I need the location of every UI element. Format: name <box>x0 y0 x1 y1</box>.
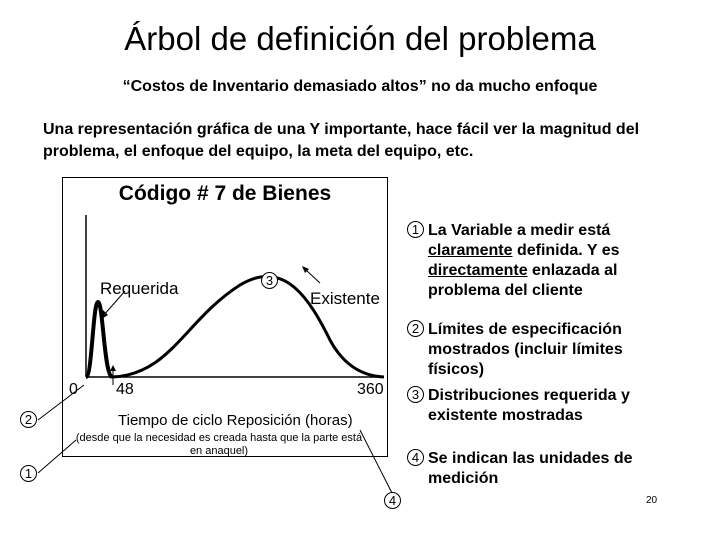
axis-label <box>118 412 353 429</box>
required-label: Requerida <box>100 279 179 298</box>
axis-note: (desde que la necesidad es creada hasta que la parte está en anaquel) <box>75 432 363 457</box>
badge-1: 1 <box>20 465 37 482</box>
subtitle: “Costos de Inventario demasiado altos” no da mucho enfoque <box>122 78 598 95</box>
badge-2: 2 <box>20 411 37 428</box>
intro-text: Una representación gráfica de una Y importante, hace fácil ver la magnitud del problema, el enfoque del equipo, la meta del equipo, etc. <box>43 121 640 160</box>
badge-3: 3 <box>261 272 278 289</box>
axis-label-text: Tiempo de ciclo Reposición <box>118 412 301 429</box>
note-3-text: Distribuciones requerida y existente mostradas <box>428 387 630 424</box>
tick-48: 48 <box>116 381 134 398</box>
axis-48-arrowhead <box>110 365 116 371</box>
required-distribution-curve <box>86 302 112 377</box>
note-4-text: Se indican las unidades de medición <box>428 450 633 487</box>
note-1-badge: 1 <box>407 221 424 238</box>
existing-label: Existente <box>310 289 380 308</box>
note-4-badge: 4 <box>407 449 424 466</box>
note-2-badge: 2 <box>407 320 424 337</box>
diagram-title: Código # 7 de Bienes <box>118 182 332 205</box>
axis-unit: (horas) <box>305 412 353 429</box>
badge-4: 4 <box>384 492 401 509</box>
note-2-text: Límites de especificación mostrados (incluir límites físicos) <box>428 321 623 378</box>
badge-1-line <box>38 440 76 473</box>
badge-4-line <box>360 430 392 493</box>
page-title: Árbol de definición del problema <box>124 20 596 57</box>
note-1-text: La Variable a medir está claramente definida. Y es directamente enlazada al problema del cliente <box>428 222 620 299</box>
note-3-badge: 3 <box>407 386 424 403</box>
tick-360: 360 <box>357 381 384 398</box>
existing-arrow <box>306 270 320 283</box>
page-number: 20 <box>646 495 658 506</box>
tick-0: 0 <box>69 381 78 398</box>
